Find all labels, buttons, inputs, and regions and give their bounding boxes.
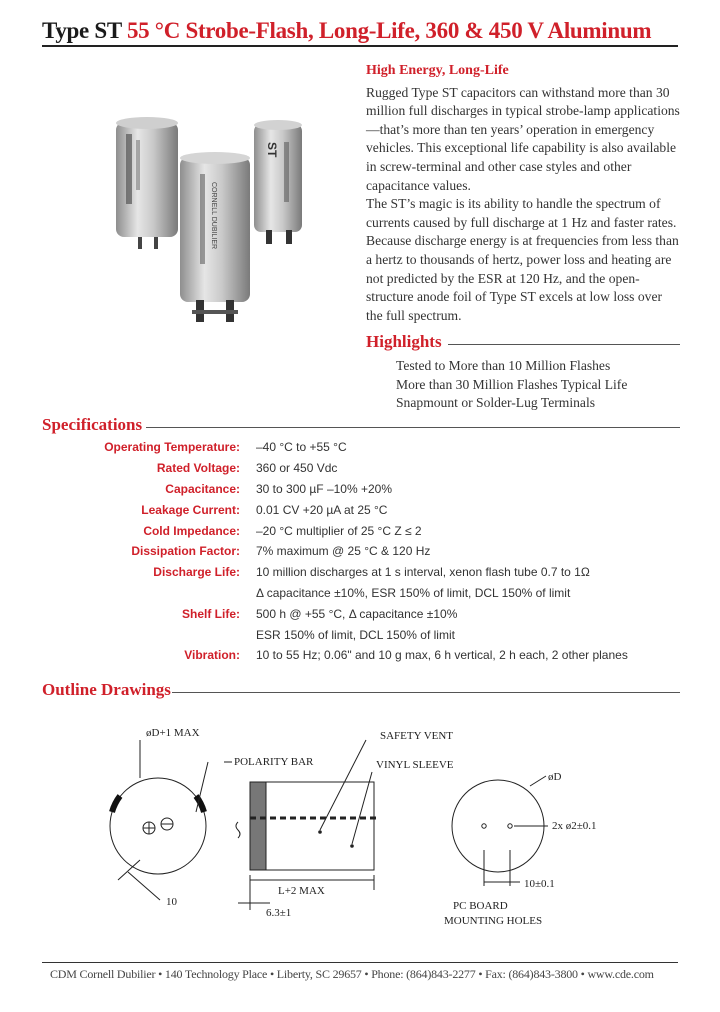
label-vinyl-sleeve: VINYL SLEEVE <box>376 759 454 771</box>
label-od-max: øD+1 MAX <box>146 727 200 739</box>
vent-dot <box>318 830 322 834</box>
spec-row-cold-impedance <box>42 520 682 541</box>
spec-row-leakage-current <box>42 499 682 520</box>
photo-model-text: ST <box>265 142 279 158</box>
highlights-rule <box>448 344 680 345</box>
spec-label: Cold Impedance: <box>143 523 240 538</box>
label-safety-vent: SAFETY VENT <box>380 730 454 742</box>
highlights-list <box>396 357 627 413</box>
spec-label: Discharge Life: <box>153 565 240 580</box>
pcb-holes-drawing <box>452 776 548 886</box>
title-main: 55 °C Strobe-Flash, Long-Life, 360 & 450 V Aluminum <box>126 18 652 43</box>
outline-drawings <box>0 700 720 940</box>
spec-row-capacitance <box>42 479 682 500</box>
label-od: øD <box>548 771 562 783</box>
label-mounting-holes: MOUNTING HOLES <box>444 915 543 927</box>
label-pc-board: PC BOARD <box>453 900 508 912</box>
footer-rule <box>42 962 678 963</box>
highlight-item: Tested to More than 10 Million Flashes <box>396 358 611 373</box>
spec-row-operating-temperature <box>42 437 682 458</box>
specifications-rule <box>146 427 680 428</box>
capacitor-middle <box>180 152 250 322</box>
footer-contact: CDM Cornell Dubilier • 140 Technology Place • Liberty, SC 29657 • Phone: (864)843-2277 • Fax: (864)843-3800 • www.cde.com <box>50 967 654 981</box>
label-l-max: L+2 MAX <box>278 885 325 897</box>
label-hole-spacing: 10±0.1 <box>524 878 555 890</box>
label-polarity-bar: POLARITY BAR <box>234 756 314 768</box>
capacitor-photo <box>108 112 318 332</box>
title-prefix: Type ST <box>42 18 127 43</box>
specifications-heading: Specifications <box>42 415 143 434</box>
spec-value: 0.01 CV +20 µA at 25 °C <box>256 502 388 517</box>
title-rule <box>42 45 678 47</box>
spec-label: Leakage Current: <box>141 502 240 517</box>
spec-value: Δ capacitance ±10%, ESR 150% of limit, DCL 150% of limit <box>256 585 571 600</box>
page-title <box>42 18 651 44</box>
intro-paragraph-1: Rugged Type ST capacitors can withstand more than 30 million full discharges in typical strobe-lamp applications—that’s more than ten years’ operation in emergency vehicles. This exceptional life capability is also available in screw-terminal and other case styles and other capacitance values. <box>366 84 680 193</box>
spec-value: 10 million discharges at 1 s interval, xenon flash tube 0.7 to 1Ω <box>256 565 590 580</box>
spec-value: 7% maximum @ 25 °C & 120 Hz <box>256 544 431 559</box>
highlight-item: More than 30 Million Flashes Typical Life <box>396 376 628 392</box>
spec-value: 500 h @ +55 °C, Δ capacitance ±10% <box>256 606 458 621</box>
spec-label: Vibration: <box>184 648 240 663</box>
spec-value: 30 to 300 µF –10% +20% <box>256 481 393 496</box>
capacitor-right <box>254 120 302 244</box>
label-ten: 10 <box>166 896 177 908</box>
specifications-table <box>42 437 682 666</box>
spec-value: –40 °C to +55 °C <box>256 440 347 455</box>
spec-row-shelf-life <box>42 603 682 624</box>
spec-value: –20 °C multiplier of 25 °C Z ≤ 2 <box>256 523 422 538</box>
intro-heading: High Energy, Long-Life <box>366 63 509 78</box>
intro-paragraph-2: The ST’s magic is its ability to handle the spectrum of currents caused by full discharge at 1 Hz and faster rates. Because discharge energy is at frequencies from less than a hertz to thousands of hertz, power loss and heating are not predicted by the ESR at 120 Hz, and the open-structure anode foil of Type ST excels at low loss over the full spectrum. <box>366 196 679 323</box>
outline-rule <box>172 692 680 693</box>
spec-label: Dissipation Factor: <box>131 544 240 559</box>
spec-value: ESR 150% of limit, DCL 150% of limit <box>256 627 455 642</box>
spec-row-dissipation-factor <box>42 541 682 562</box>
spec-value: 360 or 450 Vdc <box>256 461 338 476</box>
spec-row-discharge-life <box>42 562 682 583</box>
spec-row-vibration <box>42 645 682 666</box>
sleeve-dot <box>350 844 354 848</box>
capacitor-left <box>116 117 178 249</box>
spec-row-shelf-life-cont <box>42 624 682 645</box>
spec-label: Shelf Life: <box>181 606 240 621</box>
photo-brand-text: CORNELL DUBILIER <box>210 182 217 250</box>
label-holes: 2x ø2±0.1 <box>552 820 597 832</box>
highlights-heading: Highlights <box>366 332 442 351</box>
spec-row-discharge-life-cont <box>42 583 682 604</box>
spec-value: 10 to 55 Hz; 0.06" and 10 g max, 6 h vertical, 2 h each, 2 other planes <box>256 648 628 663</box>
end-view-drawing <box>110 740 208 900</box>
label-lead-length: 6.3±1 <box>266 907 292 919</box>
spec-row-rated-voltage <box>42 458 682 479</box>
spec-label: Rated Voltage: <box>156 461 240 476</box>
spec-label: Operating Temperature: <box>104 440 240 455</box>
spec-label: Capacitance: <box>165 481 240 496</box>
highlight-item: Snapmount or Solder-Lug Terminals <box>396 395 596 410</box>
intro-section <box>366 62 681 325</box>
outline-heading: Outline Drawings <box>42 680 171 699</box>
